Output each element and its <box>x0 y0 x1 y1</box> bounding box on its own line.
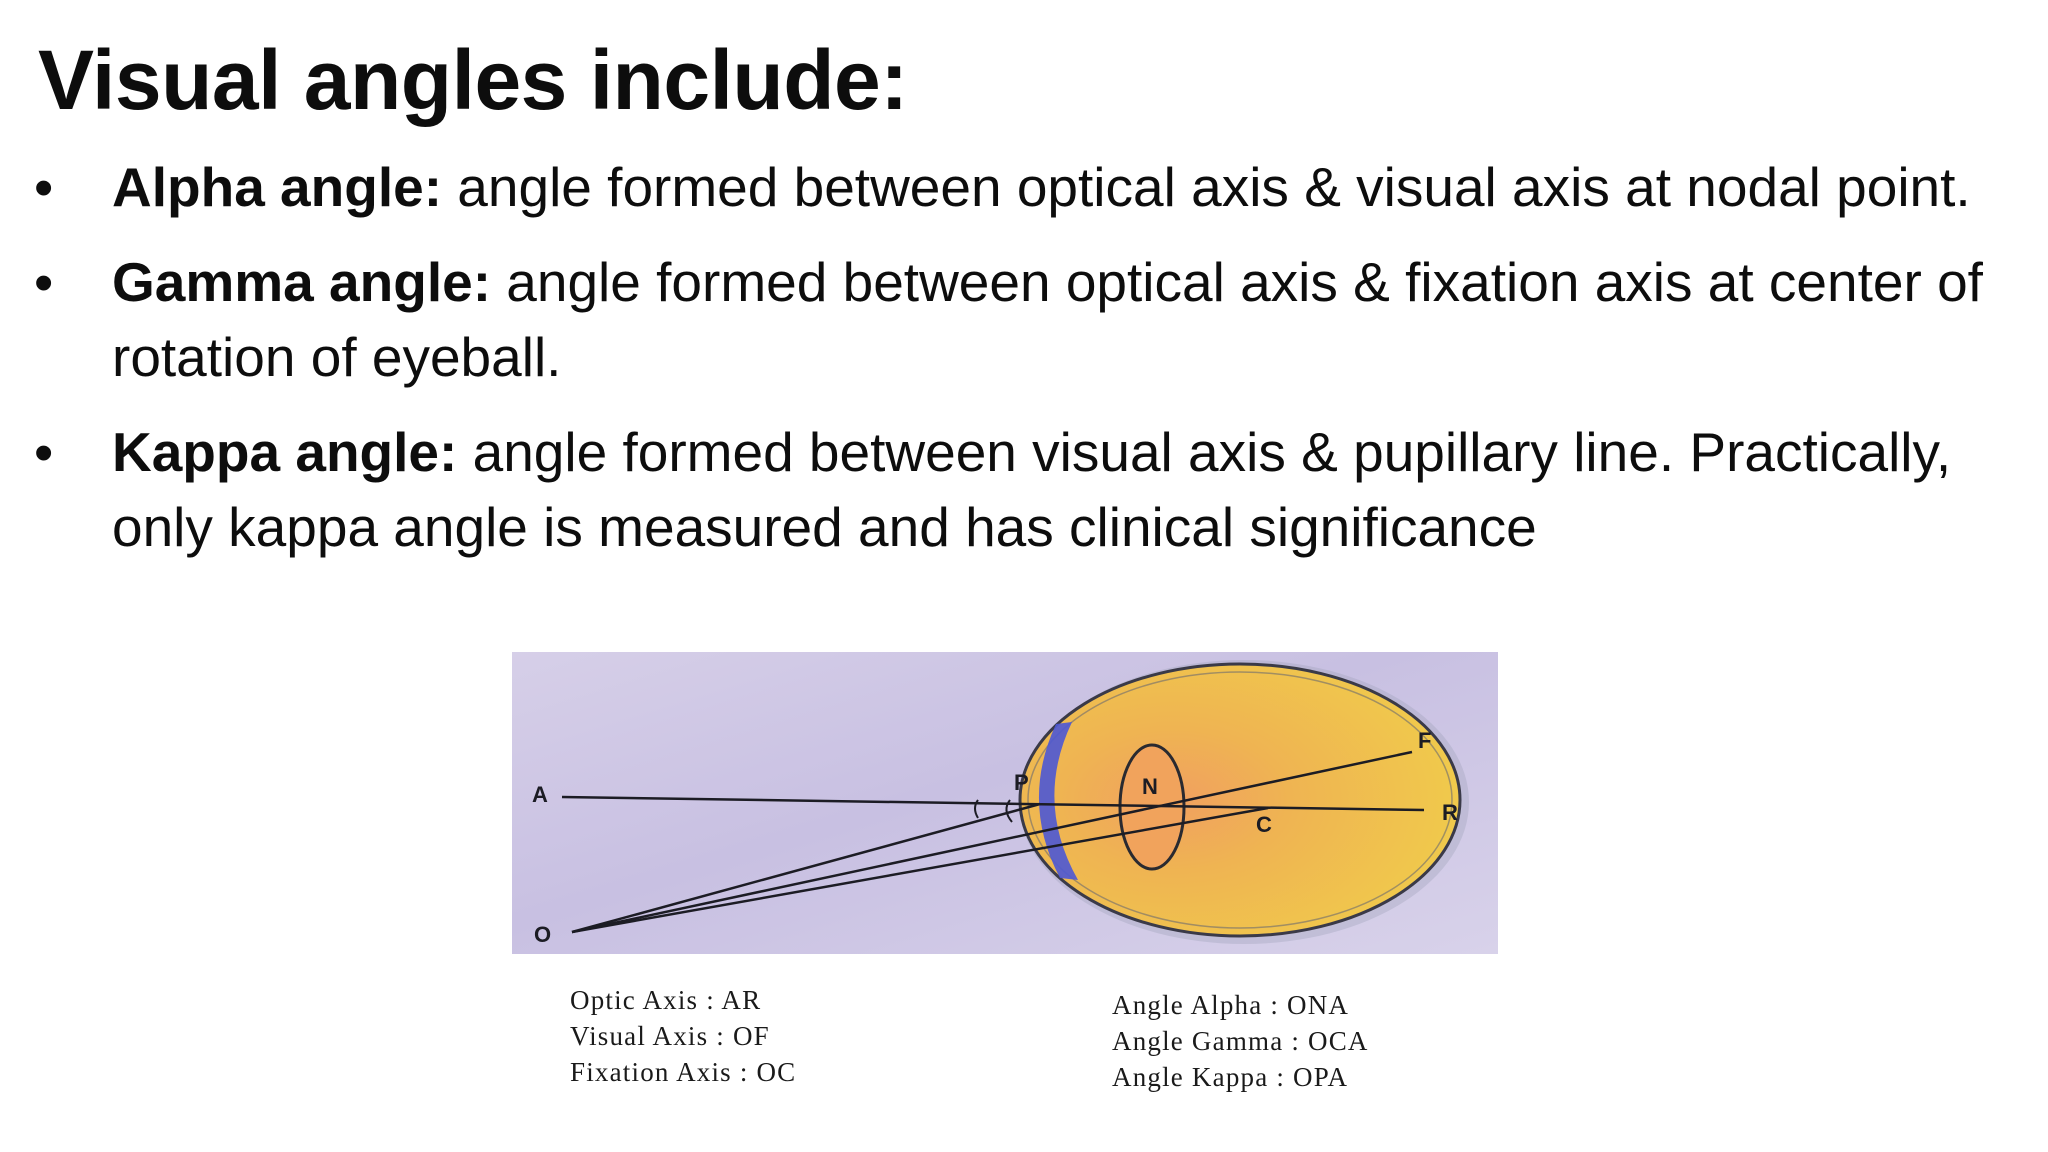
bullet-dot-icon: • <box>34 251 54 313</box>
eye-diagram-svg <box>512 652 1498 954</box>
legend-angles <box>1112 987 1369 1095</box>
label-p: P <box>1014 770 1029 795</box>
bullet-text: angle formed between optical axis & visual axis at nodal point. <box>442 156 1971 218</box>
bullet-term: Kappa angle: <box>112 421 458 483</box>
legend-angle-gamma: Angle Gamma : OCA <box>1112 1026 1369 1056</box>
bullet-dot-icon: • <box>34 156 54 218</box>
legend-angle-alpha: Angle Alpha : ONA <box>1112 990 1350 1020</box>
bullet-text: angle formed between optical axis & fixation axis at center of rotation of eyeball. <box>112 251 1983 388</box>
eye-diagram <box>512 652 1498 954</box>
bullet-list <box>0 150 2048 585</box>
bullet-text: angle formed between visual axis & pupillary line. Practically, only kappa angle is measured and has clinical significance <box>112 421 1952 558</box>
label-a: A <box>532 782 548 807</box>
label-r: R <box>1442 800 1458 825</box>
bullet-dot-icon: • <box>34 421 54 483</box>
label-c: C <box>1256 812 1272 837</box>
legend-visual-axis: Visual Axis : OF <box>570 1021 770 1051</box>
legend-angle-kappa: Angle Kappa : OPA <box>1112 1062 1349 1092</box>
bullet-term: Gamma angle: <box>112 251 492 313</box>
label-n: N <box>1142 774 1158 799</box>
bullet-gamma <box>0 245 2048 395</box>
legend-fixation-axis: Fixation Axis : OC <box>570 1057 797 1087</box>
label-f: F <box>1418 728 1432 753</box>
label-o: O <box>534 922 552 947</box>
bullet-alpha <box>0 150 2048 225</box>
bullet-kappa <box>0 415 2048 565</box>
eyeball <box>1020 664 1460 936</box>
legend-optic-axis: Optic Axis : AR <box>570 985 762 1015</box>
slide-title: Visual angles include: <box>38 33 908 127</box>
legend-axes <box>570 982 796 1090</box>
bullet-term: Alpha angle: <box>112 156 443 218</box>
